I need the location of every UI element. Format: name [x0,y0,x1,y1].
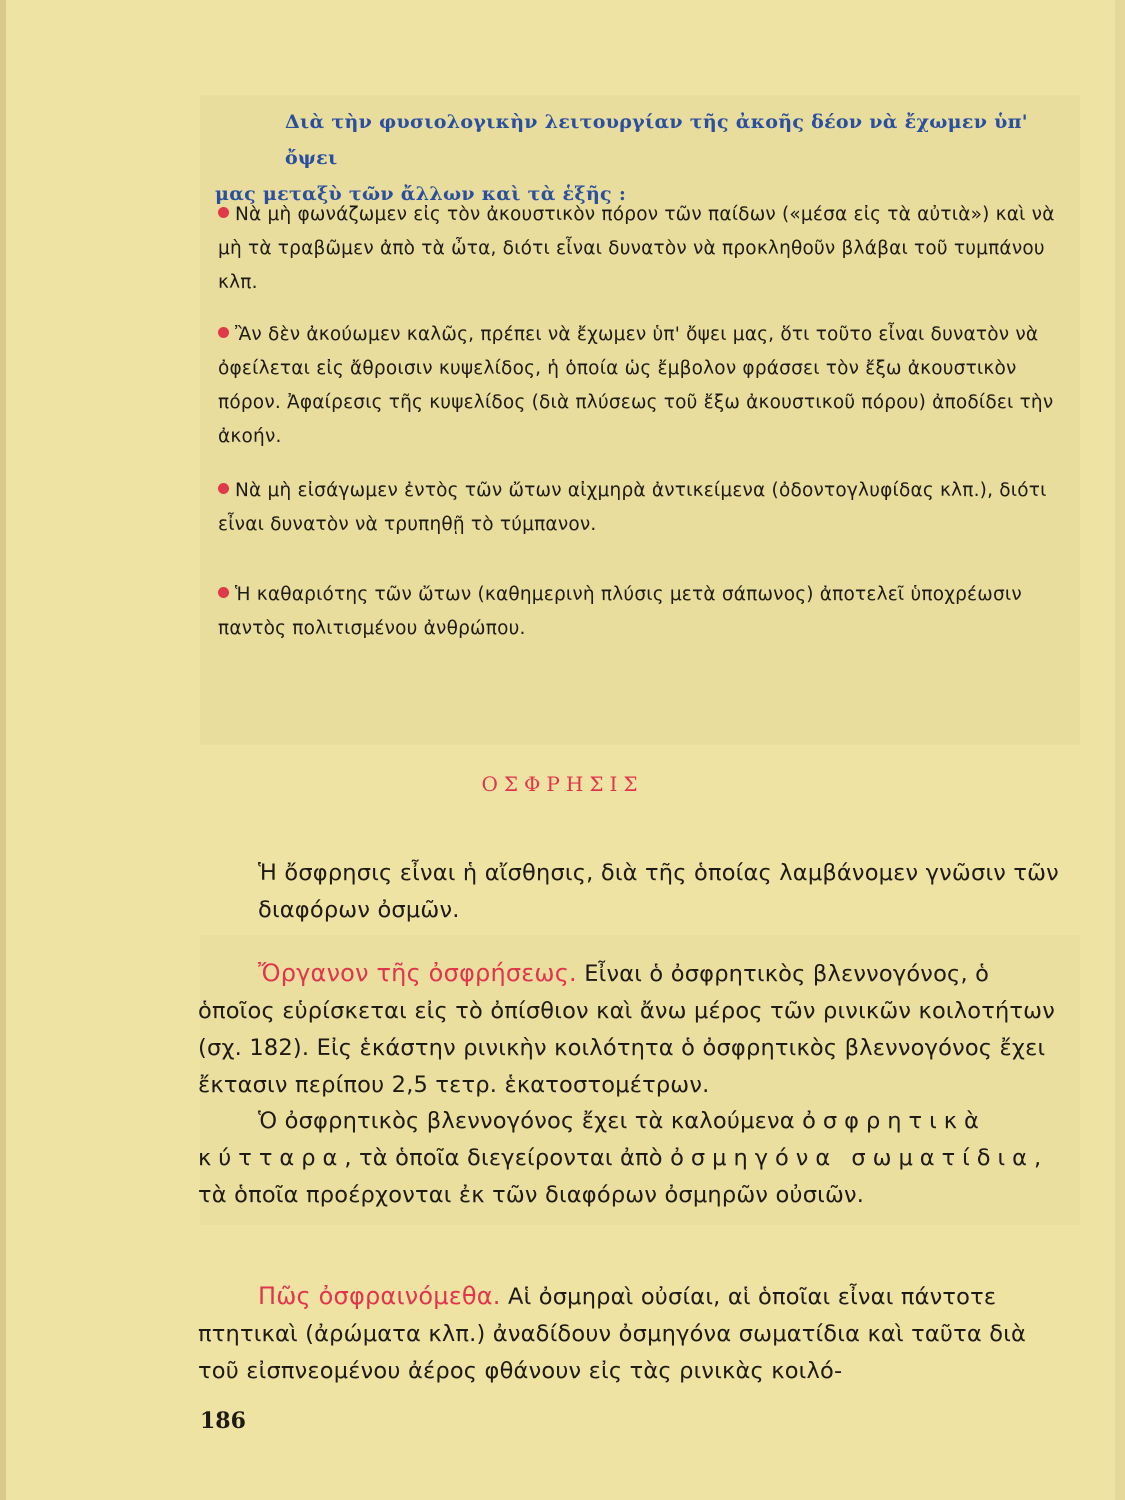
bullet-text: Ἡ καθαριότης τῶν ὤτων (καθημερινὴ πλύσις μετὰ σάπωνος) ἀποτελεῖ ὑποχρέωσιν παντὸς πολιτισμένου ἀνθρώπου. [218,584,1022,639]
intro-line-2: μας μεταξὺ τῶν ἄλλων καὶ τὰ ἑξῆς : [215,183,627,205]
page-right-edge [1115,0,1125,1500]
page-number: 186 [200,1408,246,1434]
intro-paragraph [215,104,1045,212]
red-bullet-icon [218,327,229,338]
red-bullet-icon [218,587,229,598]
bullet-item-4 [218,578,1068,646]
section-title: ΟΣΦΡΗΣΙΣ [481,772,644,796]
cells-text-3: , τὰ ὁποῖα προέρχονται ἐκ τῶν διαφόρων ὀσμηρῶν οὐσιῶν. [198,1145,1042,1208]
cells-text-2: , τὰ ὁποῖα διεγείρονται ἀπὸ [344,1145,671,1171]
smell-paragraph [198,1278,1058,1390]
cells-term-1: ὀσφρητικὰ κύτταρα [198,1108,986,1171]
smell-text: Αἱ ὀσμηραὶ οὐσίαι, αἱ ὁποῖαι εἶναι πάντοτε πτητικαὶ (ἀρώματα κλπ.) ἀναδίδουν ὀσμηγόνα σωματίδια καὶ ταῦτα διὰ τοῦ εἰσπνεομένου ἀέρος φθάνουν εἰς τὰς ρινικὰς κοιλό- [198,1284,1027,1384]
bullet-item-3 [218,474,1068,542]
bullet-text: Νὰ μὴ φωνάζωμεν εἰς τὸν ἀκουστικὸν πόρον τῶν παίδων («μέσα εἰς τὰ αὐτιὰ») καὶ νὰ μὴ τὰ τραβῶμεν ἀπὸ τὰ ὦτα, διότι εἶναι δυνατὸν νὰ προκληθοῦν βλάβαι τοῦ τυμπάνου κλπ. [218,204,1055,293]
organ-paragraph [198,955,1058,1104]
bullet-item-1 [218,198,1068,300]
organ-heading: Ὄργανον τῆς ὀσφρήσεως. [258,959,577,987]
bullet-text: Νὰ μὴ εἰσάγωμεν ἐντὸς τῶν ὤτων αἰχμηρὰ ἀντικείμενα (ὀδοντογλυφίδας κλπ.), διότι εἶναι δυνατὸν νὰ τρυπηθῇ τὸ τύμπανον. [218,480,1047,535]
intro-line-1: Διὰ τὴν φυσιολογικὴν λειτουργίαν τῆς ἀκοῆς δέον νὰ ἔχωμεν ὑπ' ὄψει [285,111,1028,169]
smell-heading: Πῶς ὀσφραινόμεθα. [258,1282,501,1310]
red-bullet-icon [218,483,229,494]
bullet-text: Ἂν δὲν ἀκούωμεν καλῶς, πρέπει νὰ ἔχωμεν ὑπ' ὄψει μας, ὅτι τοῦτο εἶναι δυνατὸν νὰ ὀφείλεται εἰς ἄθροισιν κυψελίδος, ἡ ὁποία ὡς ἔμβολον φράσσει τὸν ἔξω ἀκουστικὸν πόρον. Ἀφαίρεσις τῆς κυψελίδος (διὰ πλύσεως τοῦ ἔξω ἀκουστικοῦ πόρου) ἀποδίδει τὴν ἀκοήν. [218,324,1054,447]
cells-text-1: Ὁ ὀσφρητικὸς βλεννογόνος ἔχει τὰ καλούμενα [258,1108,803,1134]
page-binding-edge [0,0,6,1500]
definition-paragraph: Ἡ ὄσφρησις εἶναι ἡ αἴσθησις, διὰ τῆς ὁποίας λαμβάνομεν γνῶσιν τῶν διαφόρων ὀσμῶν. [258,860,1059,923]
bullet-item-2 [218,318,1068,454]
red-bullet-icon [218,207,229,218]
cells-term-2: ὀσμηγόνα σωματίδια [670,1145,1034,1171]
cells-paragraph [198,1103,1058,1214]
organ-text: Εἶναι ὁ ὀσφρητικὸς βλεννογόνος, ὁ ὁποῖος εὑρίσκεται εἰς τὸ ὀπίσθιον καὶ ἄνω μέρος τῶν ρινικῶν κοιλοτήτων (σχ. 182). Εἰς ἑκάστην ρινικὴν κοιλότητα ὁ ὀσφρητικὸς βλεννογόνος ἔχει ἔκτασιν περίπου 2,5 τετρ. ἑκατοστομέτρων. [198,961,1055,1098]
